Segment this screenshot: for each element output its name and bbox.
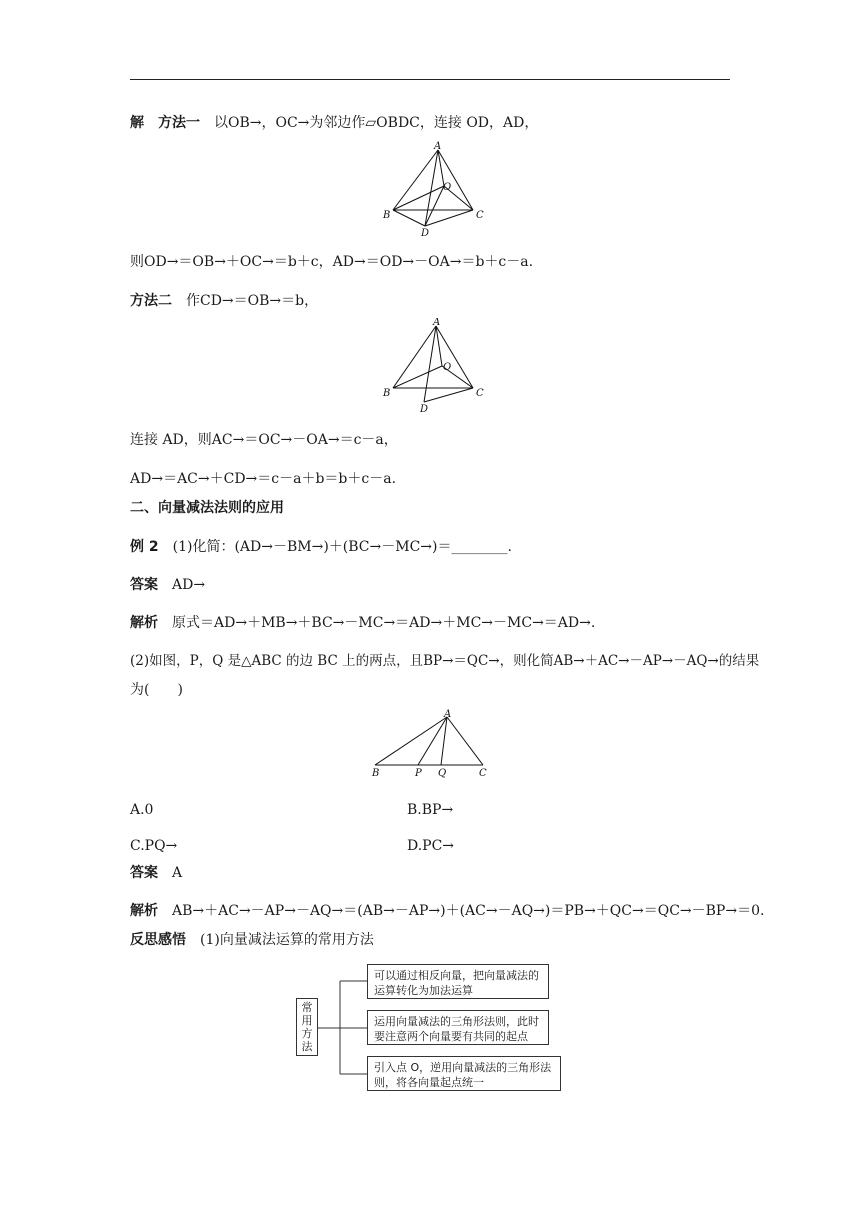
analysis1-line — [130, 613, 595, 633]
method2-line — [130, 291, 318, 311]
fig3-label-q: Q — [438, 768, 447, 779]
method1-result: 则OD→＝OB→＋OC→＝b＋c，AD→＝OD→－OA→＝b＋c－a. — [130, 254, 534, 270]
option-a: A.0 — [130, 802, 154, 818]
answer2-label: 答案 — [130, 865, 158, 881]
figure-bpqc — [365, 707, 495, 779]
concept-map-root-text: 常用方法 — [301, 1001, 313, 1053]
reflection-title: (1)向量减法运算的常用方法 — [200, 932, 374, 948]
method2-text: 作CD→＝OB→＝b， — [186, 293, 319, 309]
analysis1-label: 解析 — [130, 615, 158, 631]
reflection-label: 反思感悟 — [130, 932, 186, 948]
label-method2: 方法二 — [130, 293, 172, 309]
fig2-label-d: D — [420, 404, 429, 415]
answer1-label: 答案 — [130, 577, 158, 593]
method1-text: 以OB→，OC→为邻边作▱OBDC，连接 OD，AD， — [214, 115, 539, 131]
fig2-label-b: B — [383, 388, 391, 399]
answer1-line — [130, 575, 205, 595]
reflection-line — [130, 930, 374, 950]
analysis2-text: AB→＋AC→－AP→－AQ→＝(AB→－AP→)＋(AC→－AQ→)＝PB→＋QC→＝QC→－BP→＝0. — [172, 903, 765, 919]
fig3-label-c: C — [479, 768, 487, 779]
header-rule — [130, 79, 730, 80]
branch-3-line-2: 则，将各向量起点统一 — [374, 1076, 484, 1089]
fig1-label-d: D — [421, 228, 430, 238]
branch-2-line-2: 要注意两个向量要有共同的起点 — [374, 1030, 528, 1043]
concept-map-branch-1 — [367, 964, 549, 999]
label-method1: 方法一 — [158, 115, 200, 131]
analysis2-label: 解析 — [130, 903, 158, 919]
option-d: D.PC→ — [407, 838, 455, 854]
figure-parallelogram — [378, 140, 488, 238]
option-c: C.PQ→ — [130, 838, 178, 854]
answer2-line — [130, 863, 182, 883]
label-jie: 解 — [130, 115, 144, 131]
example2-q1 — [130, 537, 512, 557]
answer1-value: AD→ — [172, 577, 206, 593]
fig1-label-a: A — [434, 141, 442, 152]
fig3-label-a: A — [444, 709, 452, 720]
q2-line2: 为( ) — [130, 682, 183, 698]
branch-3-line-1: 引入点 O，逆用向量减法的三角形法 — [374, 1061, 552, 1074]
fig1-label-b: B — [383, 210, 391, 221]
branch-1-line-2: 运算转化为加法运算 — [374, 984, 473, 997]
fig2-label-a: A — [433, 318, 441, 328]
branch-1-line-1: 可以通过相反向量，把向量减法的 — [374, 969, 539, 982]
concept-map-branch-2 — [367, 1010, 549, 1045]
branch-2-line-1: 运用向量减法的三角形法则，此时 — [374, 1015, 539, 1028]
concept-map-branch-3 — [367, 1056, 561, 1091]
concept-map-root — [296, 998, 318, 1056]
option-b: B.BP→ — [407, 802, 454, 818]
method2-line1: 连接 AD，则AC→＝OC→－OA→＝c－a， — [130, 432, 398, 448]
q2-line1: (2)如图，P，Q 是△ABC 的边 BC 上的两点，且BP→＝QC→，则化简AB→＋AC→－AP→－AQ→的结果 — [130, 653, 760, 669]
fig2-label-o: O — [443, 362, 452, 373]
fig1-label-o: O — [443, 182, 452, 193]
method1-line — [130, 113, 538, 133]
example2-label: 例 2 — [130, 539, 159, 555]
analysis2-line — [130, 901, 764, 921]
fig2-label-c: C — [476, 388, 484, 399]
fig3-label-p: P — [415, 768, 422, 779]
fig1-label-c: C — [476, 210, 484, 221]
answer2-value: A — [172, 865, 183, 881]
example2-q1-text: (1)化简：(AD→－BM→)＋(BC→－MC→)＝________. — [172, 539, 512, 555]
figure-triangle-d — [378, 318, 488, 416]
method2-line2: AD→＝AC→＋CD→＝c－a＋b＝b＋c－a. — [130, 471, 397, 487]
analysis1-text: 原式＝AD→＋MB→＋BC→－MC→＝AD→＋MC→－MC→＝AD→. — [172, 615, 596, 631]
fig3-label-b: B — [372, 768, 380, 779]
section2-title: 二、向量减法法则的应用 — [130, 500, 284, 516]
